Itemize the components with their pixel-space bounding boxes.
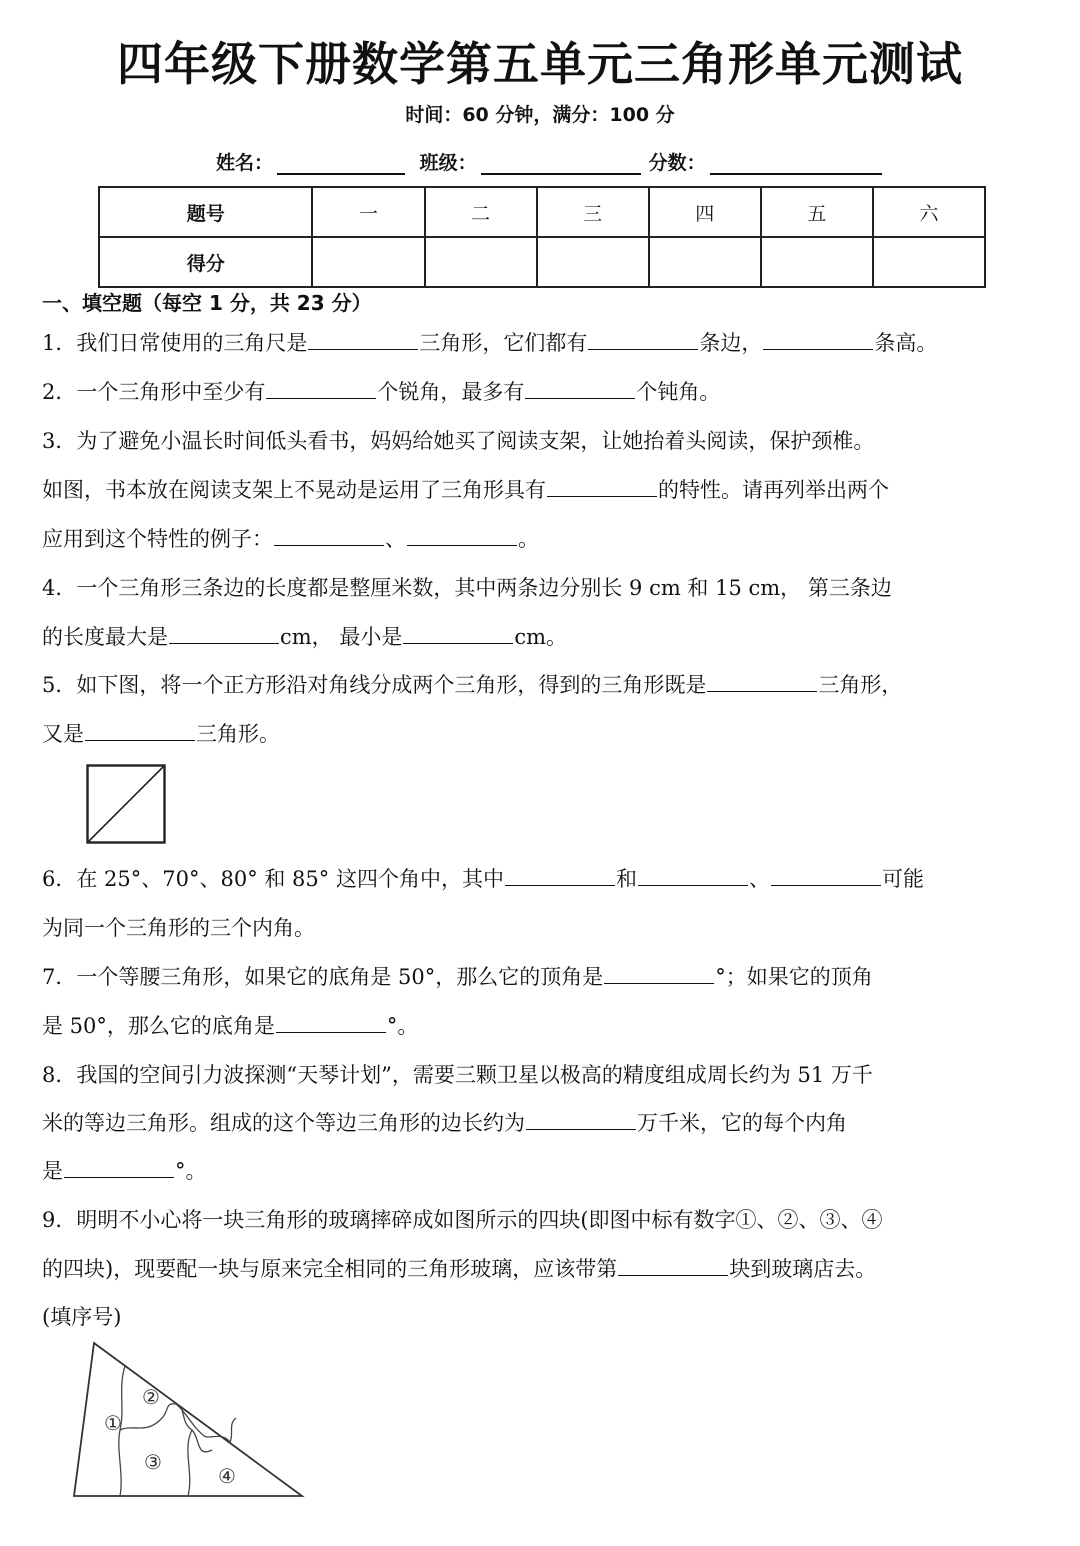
question-2 (42, 368, 1042, 417)
score-label: 分数： (648, 152, 706, 174)
question-4-line-2 (42, 613, 1042, 662)
q4-text-b: cm， 最小是 (280, 625, 403, 649)
q2-text-b: 个锐角，最多有 (377, 380, 525, 404)
question-6-line-2: 为同一个三角形的三个内角。 (42, 916, 315, 940)
class-field[interactable] (481, 151, 641, 175)
piece-4-label: ④ (218, 1464, 236, 1488)
q3-blank-3[interactable] (407, 521, 517, 546)
section-col-4: 四 (649, 187, 761, 237)
q9-blank-1[interactable] (618, 1251, 728, 1276)
score-cell[interactable] (537, 237, 649, 287)
q1-blank-1[interactable] (308, 325, 418, 350)
q9-text-a: 的四块)，现要配一块与原来完全相同的三角形玻璃，应该带第 (42, 1257, 618, 1281)
q1-text-d: 条高。 (874, 331, 938, 355)
section-1-title: 一、填空题（每空 1 分，共 23 分） (42, 291, 372, 315)
name-label: 姓名： (216, 152, 274, 174)
q1-text-b: 三角形，它们都有 (419, 331, 588, 355)
q9-text-b: 块到玻璃店去。 (729, 1257, 877, 1281)
q4-blank-2[interactable] (403, 619, 513, 644)
score-cell[interactable] (873, 237, 985, 287)
q6-text-b: 和 (615, 867, 637, 891)
q8-text-d: °。 (175, 1159, 207, 1183)
piece-2-label: ② (142, 1385, 160, 1409)
q5-text-a: 5．如下图，将一个正方形沿对角线分成两个三角形，得到的三角形既是 (42, 673, 707, 697)
q6-text-d: 可能 (881, 867, 924, 891)
page-title: 四年级下册数学第五单元三角形单元测试 (117, 37, 963, 91)
q2-blank-1[interactable] (266, 374, 376, 399)
q1-text-c: 条边， (699, 331, 763, 355)
q7-text-b: °；如果它的顶角 (715, 965, 873, 989)
q5-blank-1[interactable] (707, 667, 817, 692)
q4-text-c: cm。 (514, 625, 568, 649)
q3-text-c: 应用到这个特性的例子： (42, 527, 273, 551)
q6-text-c: 、 (748, 867, 770, 891)
q7-text-a: 7．一个等腰三角形，如果它的底角是 50°，那么它的顶角是 (42, 965, 604, 989)
q8-text-b: 万千米，它的每个内角 (637, 1111, 847, 1135)
question-8-line-2 (42, 1099, 1042, 1148)
broken-glass-triangle-figure (70, 1338, 310, 1502)
q3-text-e: 。 (518, 527, 539, 551)
question-8-line-1: 8．我国的空间引力波探测“天琴计划”，需要三颗卫星以极高的精度组成周长约为 51 万千 (42, 1063, 873, 1087)
question-4-line-1: 4．一个三角形三条边的长度都是整厘米数，其中两条边分别长 9 cm 和 15 cm， 第三条边 (42, 576, 892, 600)
q2-text-c: 个钝角。 (636, 380, 721, 404)
q2-blank-2[interactable] (525, 374, 635, 399)
q8-text-c: 是 (42, 1159, 63, 1183)
score-cell[interactable] (425, 237, 537, 287)
q4-text-a: 的长度最大是 (42, 625, 168, 649)
q1-blank-2[interactable] (588, 325, 698, 350)
q1-blank-3[interactable] (763, 325, 873, 350)
question-9-line-1: 9．明明不小心将一块三角形的玻璃摔碎成如图所示的四块(即图中标有数字①、②、③、④ (42, 1208, 883, 1232)
q5-text-c: 又是 (42, 722, 84, 746)
q7-blank-2[interactable] (276, 1008, 386, 1033)
piece-3-label: ③ (144, 1450, 162, 1474)
q7-text-d: °。 (386, 1014, 419, 1038)
q7-blank-1[interactable] (604, 959, 714, 984)
section-col-5: 五 (761, 187, 873, 237)
q3-text-b: 的特性。请再列举出两个 (658, 478, 889, 502)
question-6-line-1 (42, 855, 1042, 904)
question-9-line-2 (42, 1245, 1042, 1294)
q1-text-a: 1．我们日常使用的三角尺是 (42, 331, 308, 355)
q5-text-b: 三角形， (818, 673, 903, 697)
exam-time-info: 时间：60 分钟，满分：100 分 (405, 104, 675, 126)
q2-text-a: 2．一个三角形中至少有 (42, 380, 266, 404)
q5-blank-2[interactable] (85, 716, 195, 741)
q6-blank-2[interactable] (638, 861, 748, 886)
question-5-line-1 (42, 661, 1042, 710)
section-col-1: 一 (312, 187, 424, 237)
question-9-line-3: (填序号) (42, 1305, 122, 1329)
q3-text-d: 、 (385, 527, 406, 551)
crack-3 (188, 1430, 192, 1496)
crack-2 (120, 1404, 212, 1452)
section-col-6: 六 (873, 187, 985, 237)
question-3-line-3 (42, 515, 1042, 564)
section-col-3: 三 (537, 187, 649, 237)
question-1 (42, 319, 1042, 368)
q6-text-a: 6．在 25°、70°、80° 和 85° 这四个角中，其中 (42, 867, 504, 891)
q7-text-c: 是 50°，那么它的底角是 (42, 1014, 275, 1038)
question-3-line-2 (42, 466, 1042, 515)
score-cell[interactable] (312, 237, 424, 287)
q8-blank-2[interactable] (64, 1153, 174, 1178)
q3-blank-1[interactable] (547, 472, 657, 497)
q8-text-a: 米的等边三角形。组成的这个等边三角形的边长约为 (42, 1111, 525, 1135)
q6-blank-1[interactable] (505, 861, 615, 886)
q6-blank-3[interactable] (771, 861, 881, 886)
score-field[interactable] (710, 151, 882, 175)
score-table-score-row (99, 237, 985, 287)
question-5-line-2 (42, 710, 1042, 759)
piece-1-label: ① (104, 1411, 122, 1435)
question-7-line-1 (42, 953, 1042, 1002)
name-field[interactable] (277, 151, 405, 175)
score-row-label: 得分 (99, 237, 312, 287)
q4-blank-1[interactable] (169, 619, 279, 644)
score-cell[interactable] (761, 237, 873, 287)
q5-text-d: 三角形。 (196, 722, 280, 746)
question-number-header: 题号 (99, 187, 312, 237)
q3-text-a: 如图，书本放在阅读支架上不晃动是运用了三角形具有 (42, 478, 546, 502)
section-col-2: 二 (425, 187, 537, 237)
q8-blank-1[interactable] (526, 1105, 636, 1130)
question-7-line-2 (42, 1002, 1042, 1051)
question-8-line-3 (42, 1147, 1042, 1196)
class-label: 班级： (419, 152, 477, 174)
q3-blank-2[interactable] (274, 521, 384, 546)
score-cell[interactable] (649, 237, 761, 287)
score-table-header-row (99, 187, 985, 237)
student-info-row (216, 148, 890, 175)
question-3-line-1: 3．为了避免小温长时间低头看书，妈妈给她买了阅读支架，让她抬着头阅读，保护颈椎。 (42, 429, 875, 453)
score-table (98, 186, 986, 288)
square-diagonal-figure (86, 764, 168, 846)
